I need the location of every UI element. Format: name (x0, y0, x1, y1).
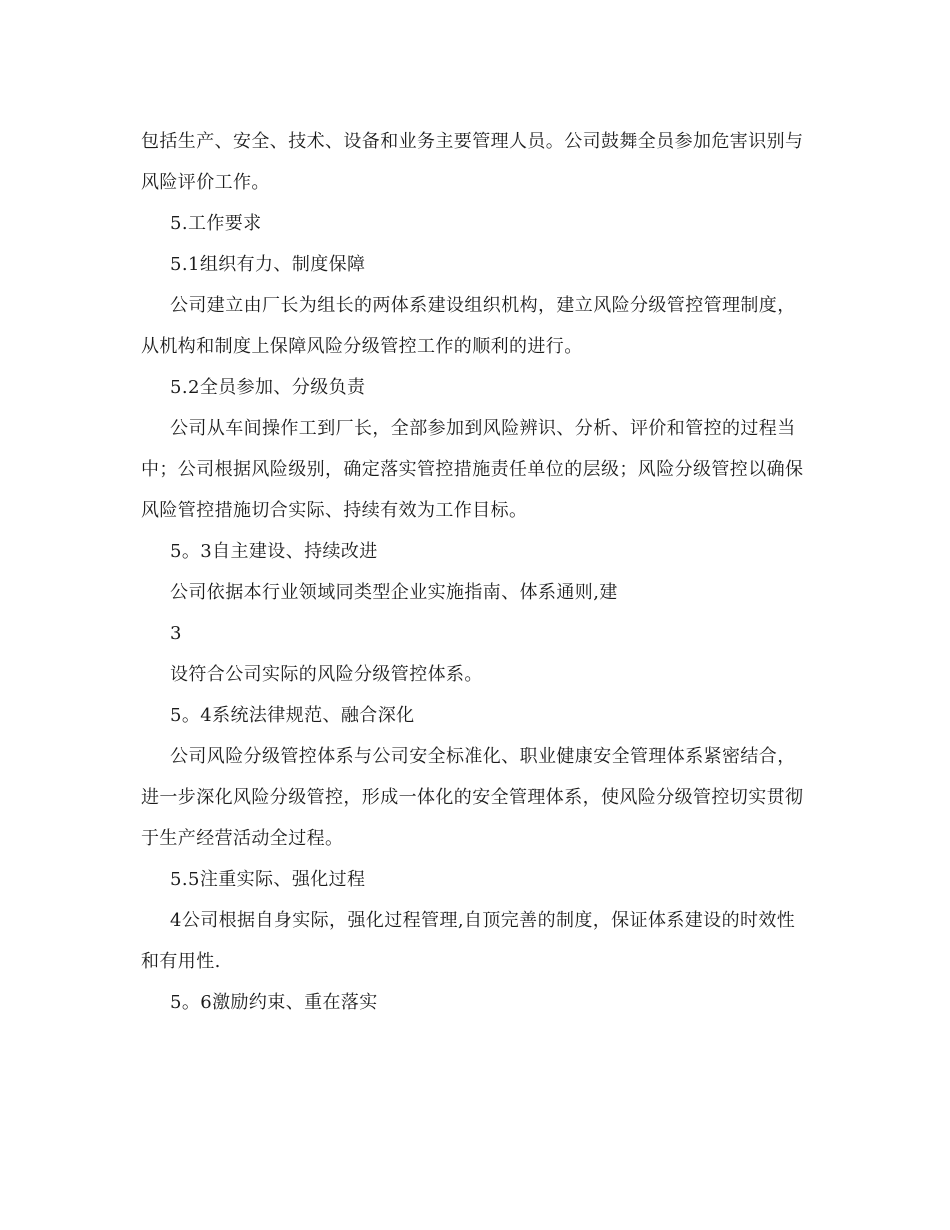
subsection-heading: 5。6激励约束、重在落实 (170, 992, 378, 1013)
paragraph-line: 包括生产、安全、技术、设备和业务主要管理人员。公司鼓舞全员参加危害识别与 (141, 131, 804, 152)
paragraph-line: 于生产经营活动全过程。 (141, 828, 344, 849)
paragraph-line: 进一步深化风险分级管控，形成一体化的安全管理体系，使风险分级管控切实贯彻 (141, 787, 804, 808)
subsection-heading: 5.1组织有力、制度保障 (170, 254, 366, 275)
paragraph-line: 和有用性. (141, 951, 221, 972)
paragraph-line: 公司从车间操作工到厂长，全部参加到风险辨识、分析、评价和管控的过程当 (170, 418, 796, 439)
subsection-heading: 5.5注重实际、强化过程 (170, 869, 366, 890)
section-heading: 5.工作要求 (170, 213, 262, 234)
paragraph-line: 4公司根据自身实际，强化过程管理,自顶完善的制度，保证体系建设的时效性 (170, 910, 796, 931)
paragraph-line: 从机构和制度上保障风险分级管控工作的顺利的进行。 (141, 336, 583, 357)
paragraph-line: 风险管控措施切合实际、持续有效为工作目标。 (141, 500, 528, 521)
subsection-heading: 5.2全员参加、分级负责 (170, 377, 366, 398)
subsection-heading: 5。3自主建设、持续改进 (170, 541, 378, 562)
page-number: 3 (170, 623, 182, 644)
subsection-heading: 5。4系统法律规范、融合深化 (170, 705, 415, 726)
paragraph-line: 风险评价工作。 (141, 172, 270, 193)
paragraph-line: 公司建立由厂长为组长的两体系建设组织机构，建立风险分级管控管理制度， (170, 295, 796, 316)
paragraph-line: 设符合公司实际的风险分级管控体系。 (170, 664, 483, 685)
paragraph-line: 公司风险分级管控体系与公司安全标准化、职业健康安全管理体系紧密结合， (170, 746, 796, 767)
paragraph-line: 公司依据本行业领域同类型企业实施指南、体系通则,建 (170, 582, 618, 603)
paragraph-line: 中；公司根据风险级别，确定落实管控措施责任单位的层级；风险分级管控以确保 (141, 459, 804, 480)
